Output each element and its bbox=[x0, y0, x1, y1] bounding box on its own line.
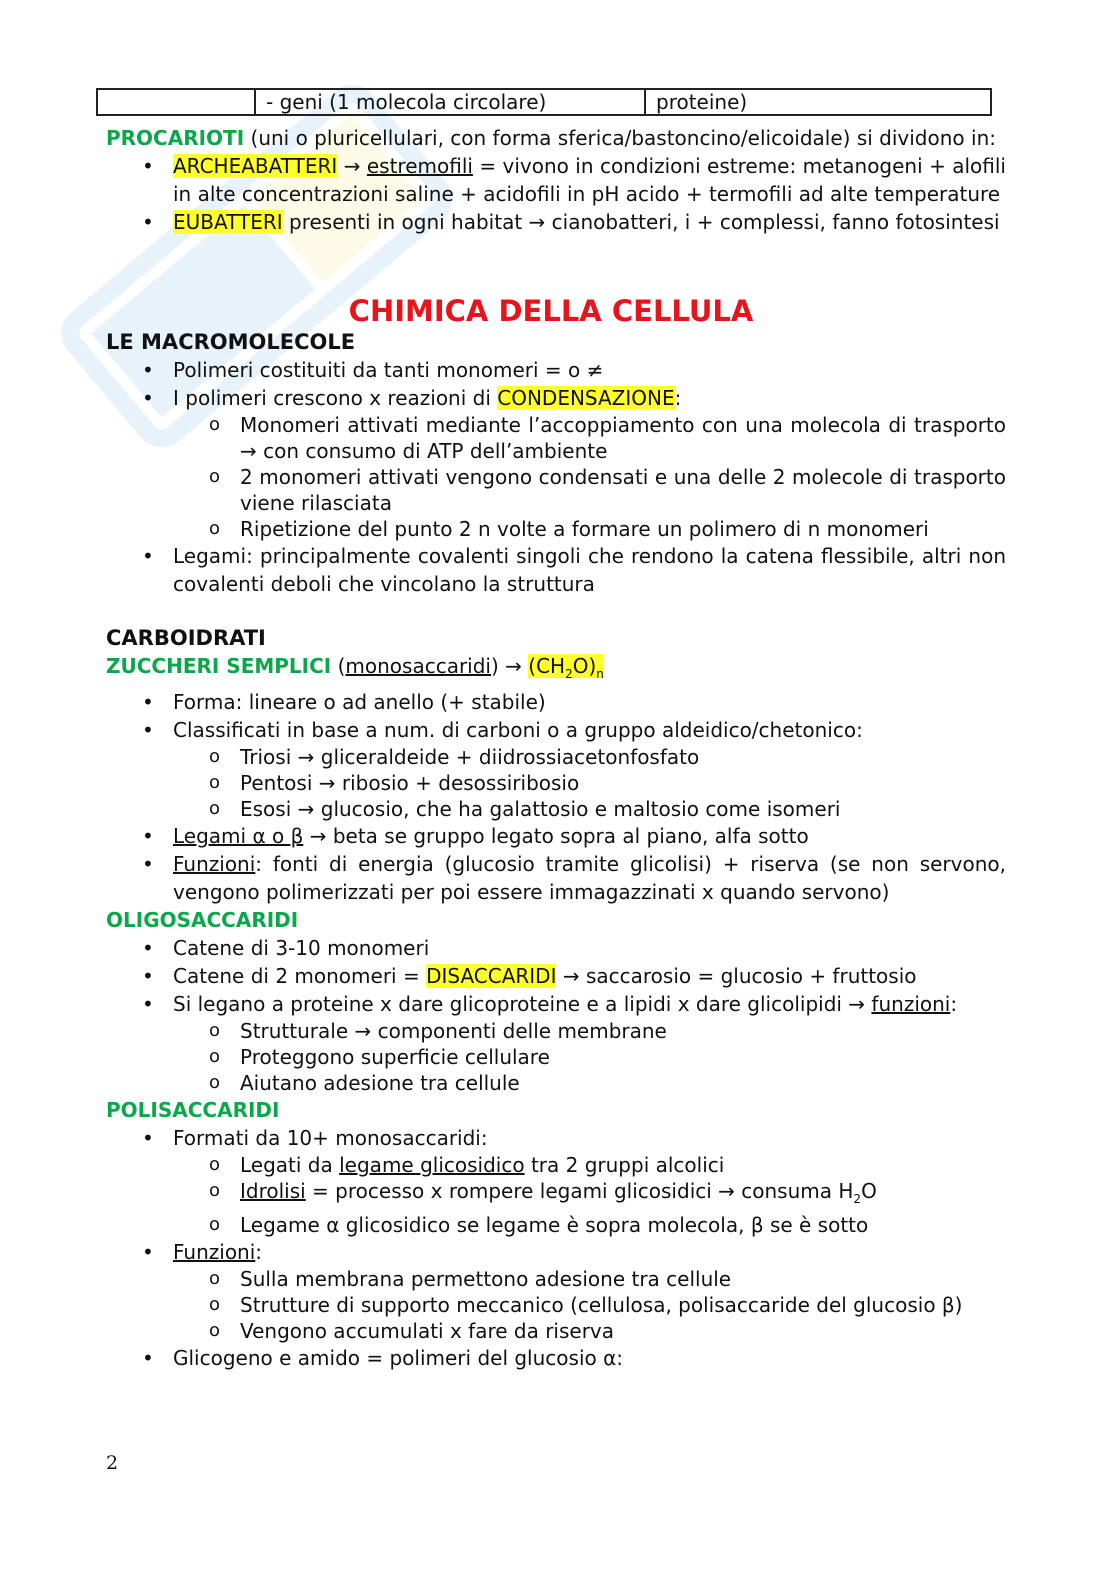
list-item: • Polimeri costituiti da tanti monomeri = o ≠ bbox=[106, 356, 1006, 384]
sub-list-item: o Pentosi → ribosio + desossiribosio bbox=[106, 770, 1006, 796]
macromolecole-list bbox=[106, 356, 1006, 598]
section-title: CHIMICA DELLA CELLULA bbox=[348, 294, 754, 328]
zuccheri-heading bbox=[106, 652, 1006, 688]
sub-list-item: o 2 monomeri attivati vengono condensati e una delle 2 molecole di trasporto viene rilasciata bbox=[106, 464, 1006, 516]
sub-list-item: o Vengono accumulati x fare da riserva bbox=[106, 1318, 1006, 1344]
oligo-list bbox=[106, 934, 1006, 1096]
list-item-text: : bbox=[674, 386, 682, 410]
formula-subscript: n bbox=[596, 667, 604, 681]
list-item-text: Si legano a proteine x dare glicoproteine e a lipidi x dare glicolipidi → bbox=[173, 992, 872, 1016]
table-row bbox=[97, 89, 991, 115]
sub-item-text: O bbox=[861, 1179, 877, 1203]
sub-list-item: o Proteggono superficie cellulare bbox=[106, 1044, 1006, 1070]
sub-list bbox=[173, 1018, 1006, 1096]
disaccaridi-term: DISACCARIDI bbox=[426, 964, 557, 988]
list-item-text: → beta se gruppo legato sopra al piano, alfa sotto bbox=[303, 824, 809, 848]
sub-item-text: tra 2 gruppi alcolici bbox=[524, 1153, 725, 1177]
procarioti-paragraph bbox=[106, 124, 1006, 152]
list-item-text: Formati da 10+ monosaccaridi: bbox=[173, 1126, 488, 1150]
sub-list-item: o Legame α glicosidico se legame è sopra molecola, β se è sotto bbox=[106, 1212, 1006, 1238]
sub-item-text: Legati da bbox=[240, 1153, 340, 1177]
list-item bbox=[106, 208, 1006, 236]
sub-list bbox=[173, 1152, 1006, 1238]
carboidrati-heading: CARBOIDRATI bbox=[106, 626, 266, 650]
arrow-text: → bbox=[337, 154, 367, 178]
list-item-text: Catene di 2 monomeri = bbox=[173, 964, 427, 988]
document-page bbox=[96, 88, 1006, 1372]
continuation-table bbox=[96, 88, 992, 116]
list-item bbox=[106, 1238, 1006, 1344]
poli-list bbox=[106, 1124, 1006, 1372]
sub-list-item: o Strutture di supporto meccanico (cellulosa, polisaccaride del glucosio β) bbox=[106, 1292, 1006, 1318]
list-item-text: : bbox=[255, 1240, 263, 1264]
sub-list-item: o Monomeri attivati mediante l’accoppiamento con una molecola di trasporto → con consumo di ATP dell’ambiente bbox=[106, 412, 1006, 464]
idrolisi-term: Idrolisi bbox=[240, 1179, 306, 1203]
sub-list-item: o Aiutano adesione tra cellule bbox=[106, 1070, 1006, 1096]
sub-list bbox=[173, 412, 1006, 542]
formula-subscript: 2 bbox=[853, 1192, 862, 1206]
table-cell: proteine) bbox=[645, 89, 991, 115]
sub-list-item: o Sulla membrana permettono adesione tra cellule bbox=[106, 1266, 1006, 1292]
table-cell bbox=[97, 89, 255, 115]
funzioni-term: funzioni bbox=[871, 992, 951, 1016]
list-item bbox=[106, 384, 1006, 542]
procarioti-term: PROCARIOTI bbox=[106, 126, 245, 150]
list-item: • Catene di 3-10 monomeri bbox=[106, 934, 1006, 962]
list-item-text: = vivono in condizioni estreme: metanogeni + alofili in alte concentrazioni saline + acidofili in pH acido + termofili ad alte temperature bbox=[173, 154, 1006, 206]
formula-part: (CH bbox=[528, 654, 566, 678]
sub-list-item: o Ripetizione del punto 2 n volte a formare un polimero di n monomeri bbox=[106, 516, 1006, 542]
eubatteri-term: EUBATTERI bbox=[173, 210, 283, 234]
condensazione-term: CONDENSAZIONE bbox=[497, 386, 675, 410]
list-item bbox=[106, 716, 1006, 822]
polisaccaridi-heading: POLISACCARIDI bbox=[106, 1098, 280, 1122]
list-item bbox=[106, 1124, 1006, 1238]
list-item bbox=[106, 990, 1006, 1096]
list-item bbox=[106, 822, 1006, 850]
list-item: • Glicogeno e amido = polimeri del glucosio α: bbox=[106, 1344, 1006, 1372]
sub-list bbox=[173, 1266, 1006, 1344]
macromolecole-heading: LE MACROMOLECOLE bbox=[106, 330, 356, 354]
formula-subscript: 2 bbox=[565, 667, 573, 681]
oligosaccaridi-heading: OLIGOSACCARIDI bbox=[106, 908, 299, 932]
monosaccaridi-term: monosaccaridi bbox=[345, 654, 491, 678]
funzioni-term: Funzioni bbox=[173, 852, 256, 876]
sub-list-item: o Esosi → glucosio, che ha galattosio e maltosio come isomeri bbox=[106, 796, 1006, 822]
list-item bbox=[106, 850, 1006, 906]
sub-list-item bbox=[106, 1178, 1006, 1212]
sub-list-item bbox=[106, 1152, 1006, 1178]
paren-open: ( bbox=[331, 654, 346, 678]
sub-list-item: o Triosi → gliceraldeide + diidrossiacetonfosfato bbox=[106, 744, 1006, 770]
procarioti-list bbox=[106, 152, 1006, 236]
list-item-text: I polimeri crescono x reazioni di bbox=[173, 386, 498, 410]
list-item-text: → saccarosio = glucosio + fruttosio bbox=[556, 964, 917, 988]
formula-part: O) bbox=[572, 654, 597, 678]
sub-item-text: = processo x rompere legami glicosidici → consuma H bbox=[305, 1179, 854, 1203]
list-item-text: : fonti di energia (glucosio tramite glicolisi) + riserva (se non servono, vengono polimerizzati per poi essere immagazzinati x quando servono) bbox=[173, 852, 1006, 904]
list-item-text: presenti in ogni habitat → cianobatteri, i + complessi, fanno fotosintesi bbox=[282, 210, 1000, 234]
list-item-text: Classificati in base a num. di carboni o a gruppo aldeidico/chetonico: bbox=[173, 718, 863, 742]
legami-term: Legami α o β bbox=[173, 824, 304, 848]
zuccheri-term: ZUCCHERI SEMPLICI bbox=[106, 654, 332, 678]
list-item: • Legami: principalmente covalenti singoli che rendono la catena flessibile, altri non covalenti deboli che vincolano la struttura bbox=[106, 542, 1006, 598]
list-item-text: : bbox=[950, 992, 958, 1016]
sub-list bbox=[173, 744, 1006, 822]
formula-highlight bbox=[528, 654, 604, 681]
list-item bbox=[106, 152, 1006, 208]
table-cell: - geni (1 molecola circolare) bbox=[255, 89, 645, 115]
zuccheri-list bbox=[106, 688, 1006, 906]
procarioti-intro: (uni o pluricellulari, con forma sferica/bastoncino/elicoidale) si dividono in: bbox=[244, 126, 996, 150]
estremofili-term: estremofili bbox=[366, 154, 473, 178]
legame-glicosidico-term: legame glicosidico bbox=[339, 1153, 525, 1177]
list-item bbox=[106, 962, 1006, 990]
archeabatteri-term: ARCHEABATTERI bbox=[173, 154, 338, 178]
funzioni-term: Funzioni bbox=[173, 1240, 256, 1264]
page-number: 2 bbox=[106, 1452, 119, 1474]
paren-close: ) → bbox=[491, 654, 529, 678]
sub-list-item: o Strutturale → componenti delle membrane bbox=[106, 1018, 1006, 1044]
list-item: • Forma: lineare o ad anello (+ stabile) bbox=[106, 688, 1006, 716]
